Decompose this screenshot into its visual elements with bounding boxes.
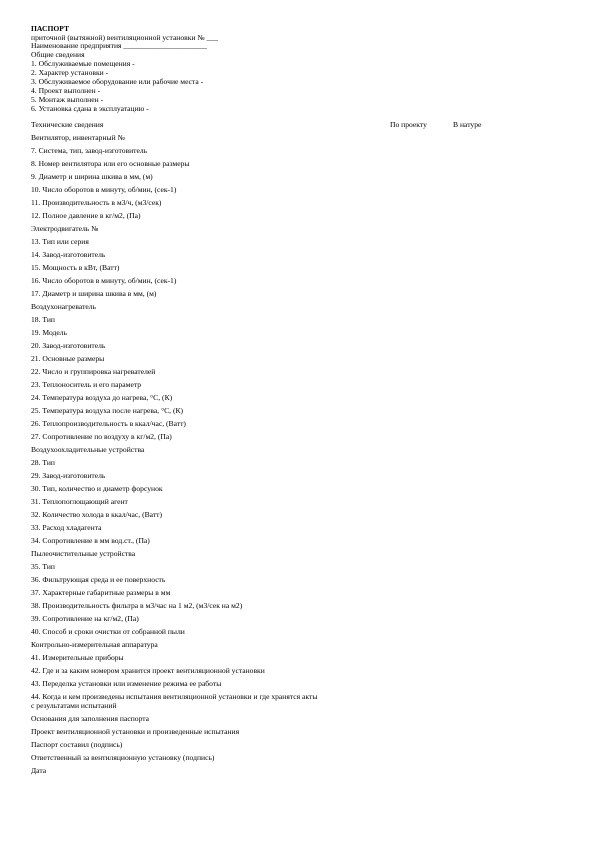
col-by-project: По проекту <box>390 120 427 129</box>
list-item: 24. Температура воздуха до нагрева, °С, (К) <box>31 393 173 402</box>
list-item: 14. Завод-изготовитель <box>31 250 106 259</box>
list-item: 9. Диаметр и ширина шкива в мм, (м) <box>31 172 153 181</box>
list-item: 19. Модель <box>31 328 68 337</box>
list-item: 12. Полное давление в кг/м2, (Па) <box>31 211 141 220</box>
general-item: 6. Установка сдана в эксплуатацию - <box>31 104 149 113</box>
list-item: 44. Когда и кем произведены испытания вентиляционной установки и где хранятся акты <box>31 692 318 701</box>
enterprise-name-line: Наименование предприятия ______________________ <box>31 41 207 50</box>
list-item: 41. Измерительные приборы <box>31 653 124 662</box>
list-item: 33. Расход хладагента <box>31 523 102 532</box>
list-item: 35. Тип <box>31 562 55 571</box>
list-item: 30. Тип, количество и диаметр форсунок <box>31 484 163 493</box>
list-item: 25. Температура воздуха после нагрева, °С, (К) <box>31 406 184 415</box>
section-motor: Электродвигатель № <box>31 224 99 233</box>
section-fan: Вентилятор, инвентарный № <box>31 133 125 142</box>
section-cooler: Воздухоохладительные устройства <box>31 445 145 454</box>
list-item-continuation: с результатами испытаний <box>31 701 117 710</box>
section-instruments: Контрольно-измерительная аппаратура <box>31 640 158 649</box>
section-heater: Воздухонагреватель <box>31 302 97 311</box>
doc-subtitle: приточной (вытяжной) вентиляционной установки № ___ <box>31 32 218 42</box>
list-item: 39. Сопротивление на кг/м2, (Па) <box>31 614 139 623</box>
list-item: 31. Теплопоглощающий агент <box>31 497 128 506</box>
general-item: 2. Характер установки - <box>31 68 109 77</box>
list-item: 7. Система, тип, завод-изготовитель <box>31 146 148 155</box>
compiled-by-signature-line: Паспорт составил (подпись) <box>31 740 123 749</box>
list-item: 11. Производительность в м3/ч, (м3/сек) <box>31 198 162 207</box>
list-item: 18. Тип <box>31 315 55 324</box>
section-dust-filter: Пылеочистительные устройства <box>31 549 136 558</box>
basis-line: Проект вентиляционной установки и произведенные испытания <box>31 727 240 736</box>
doc-title: ПАСПОРТ <box>31 24 70 33</box>
list-item: 15. Мощность в кВт, (Ватт) <box>31 263 120 272</box>
general-item: 4. Проект выполнен - <box>31 86 101 95</box>
general-item: 3. Обслуживаемое оборудование или рабочие места - <box>31 77 204 86</box>
list-item: 17. Диаметр и ширина шкива в мм, (м) <box>31 289 157 298</box>
list-item: 22. Число и группировка нагревателей <box>31 367 156 376</box>
list-item: 29. Завод-изготовитель <box>31 471 106 480</box>
list-item: 28. Тип <box>31 458 55 467</box>
list-item: 23. Теплоноситель и его параметр <box>31 380 142 389</box>
list-item: 27. Сопротивление по воздуху в кг/м2, (Па) <box>31 432 172 441</box>
basis-heading: Основания для заполнения паспорта <box>31 714 150 723</box>
list-item: 26. Теплопроизводительность в ккал/час, (Ватт) <box>31 419 186 428</box>
general-item: 5. Монтаж выполнен - <box>31 95 104 104</box>
list-item: 20. Завод-изготовитель <box>31 341 106 350</box>
list-item: 32. Количество холода в ккал/час, (Ватт) <box>31 510 163 519</box>
list-item: 37. Характерные габаритные размеры в мм <box>31 588 171 597</box>
list-item: 36. Фильтрующая среда и ее поверхность <box>31 575 166 584</box>
general-info-heading: Общие сведения <box>31 49 85 59</box>
general-item: 1. Обслуживаемые помещения - <box>31 59 135 68</box>
list-item: 38. Производительность фильтра в м3/час на 1 м2, (м3/сек на м2) <box>31 601 243 610</box>
list-item: 40. Способ и сроки очистки от собранной пыли <box>31 627 185 636</box>
list-item: 16. Число оборотов в минуту, об/мин, (сек-1) <box>31 276 177 285</box>
tech-info-heading: Технические сведения <box>31 120 104 129</box>
list-item: 13. Тип или серия <box>31 237 89 246</box>
list-item: 42. Где и за каким номером хранится проект вентиляционной установки <box>31 666 265 675</box>
list-item: 21. Основные размеры <box>31 354 105 363</box>
col-actual: В натуре <box>453 120 482 129</box>
list-item: 10. Число оборотов в минуту, об/мин, (сек-1) <box>31 185 177 194</box>
date-line: Дата <box>31 766 47 775</box>
list-item: 8. Номер вентилятора или его основные размеры <box>31 159 190 168</box>
list-item: 43. Переделка установки или изменение режима ее работы <box>31 679 222 688</box>
responsible-signature-line: Ответственный за вентиляционную установку (подпись) <box>31 753 215 762</box>
list-item: 34. Сопротивление в мм вод.ст., (Па) <box>31 536 150 545</box>
